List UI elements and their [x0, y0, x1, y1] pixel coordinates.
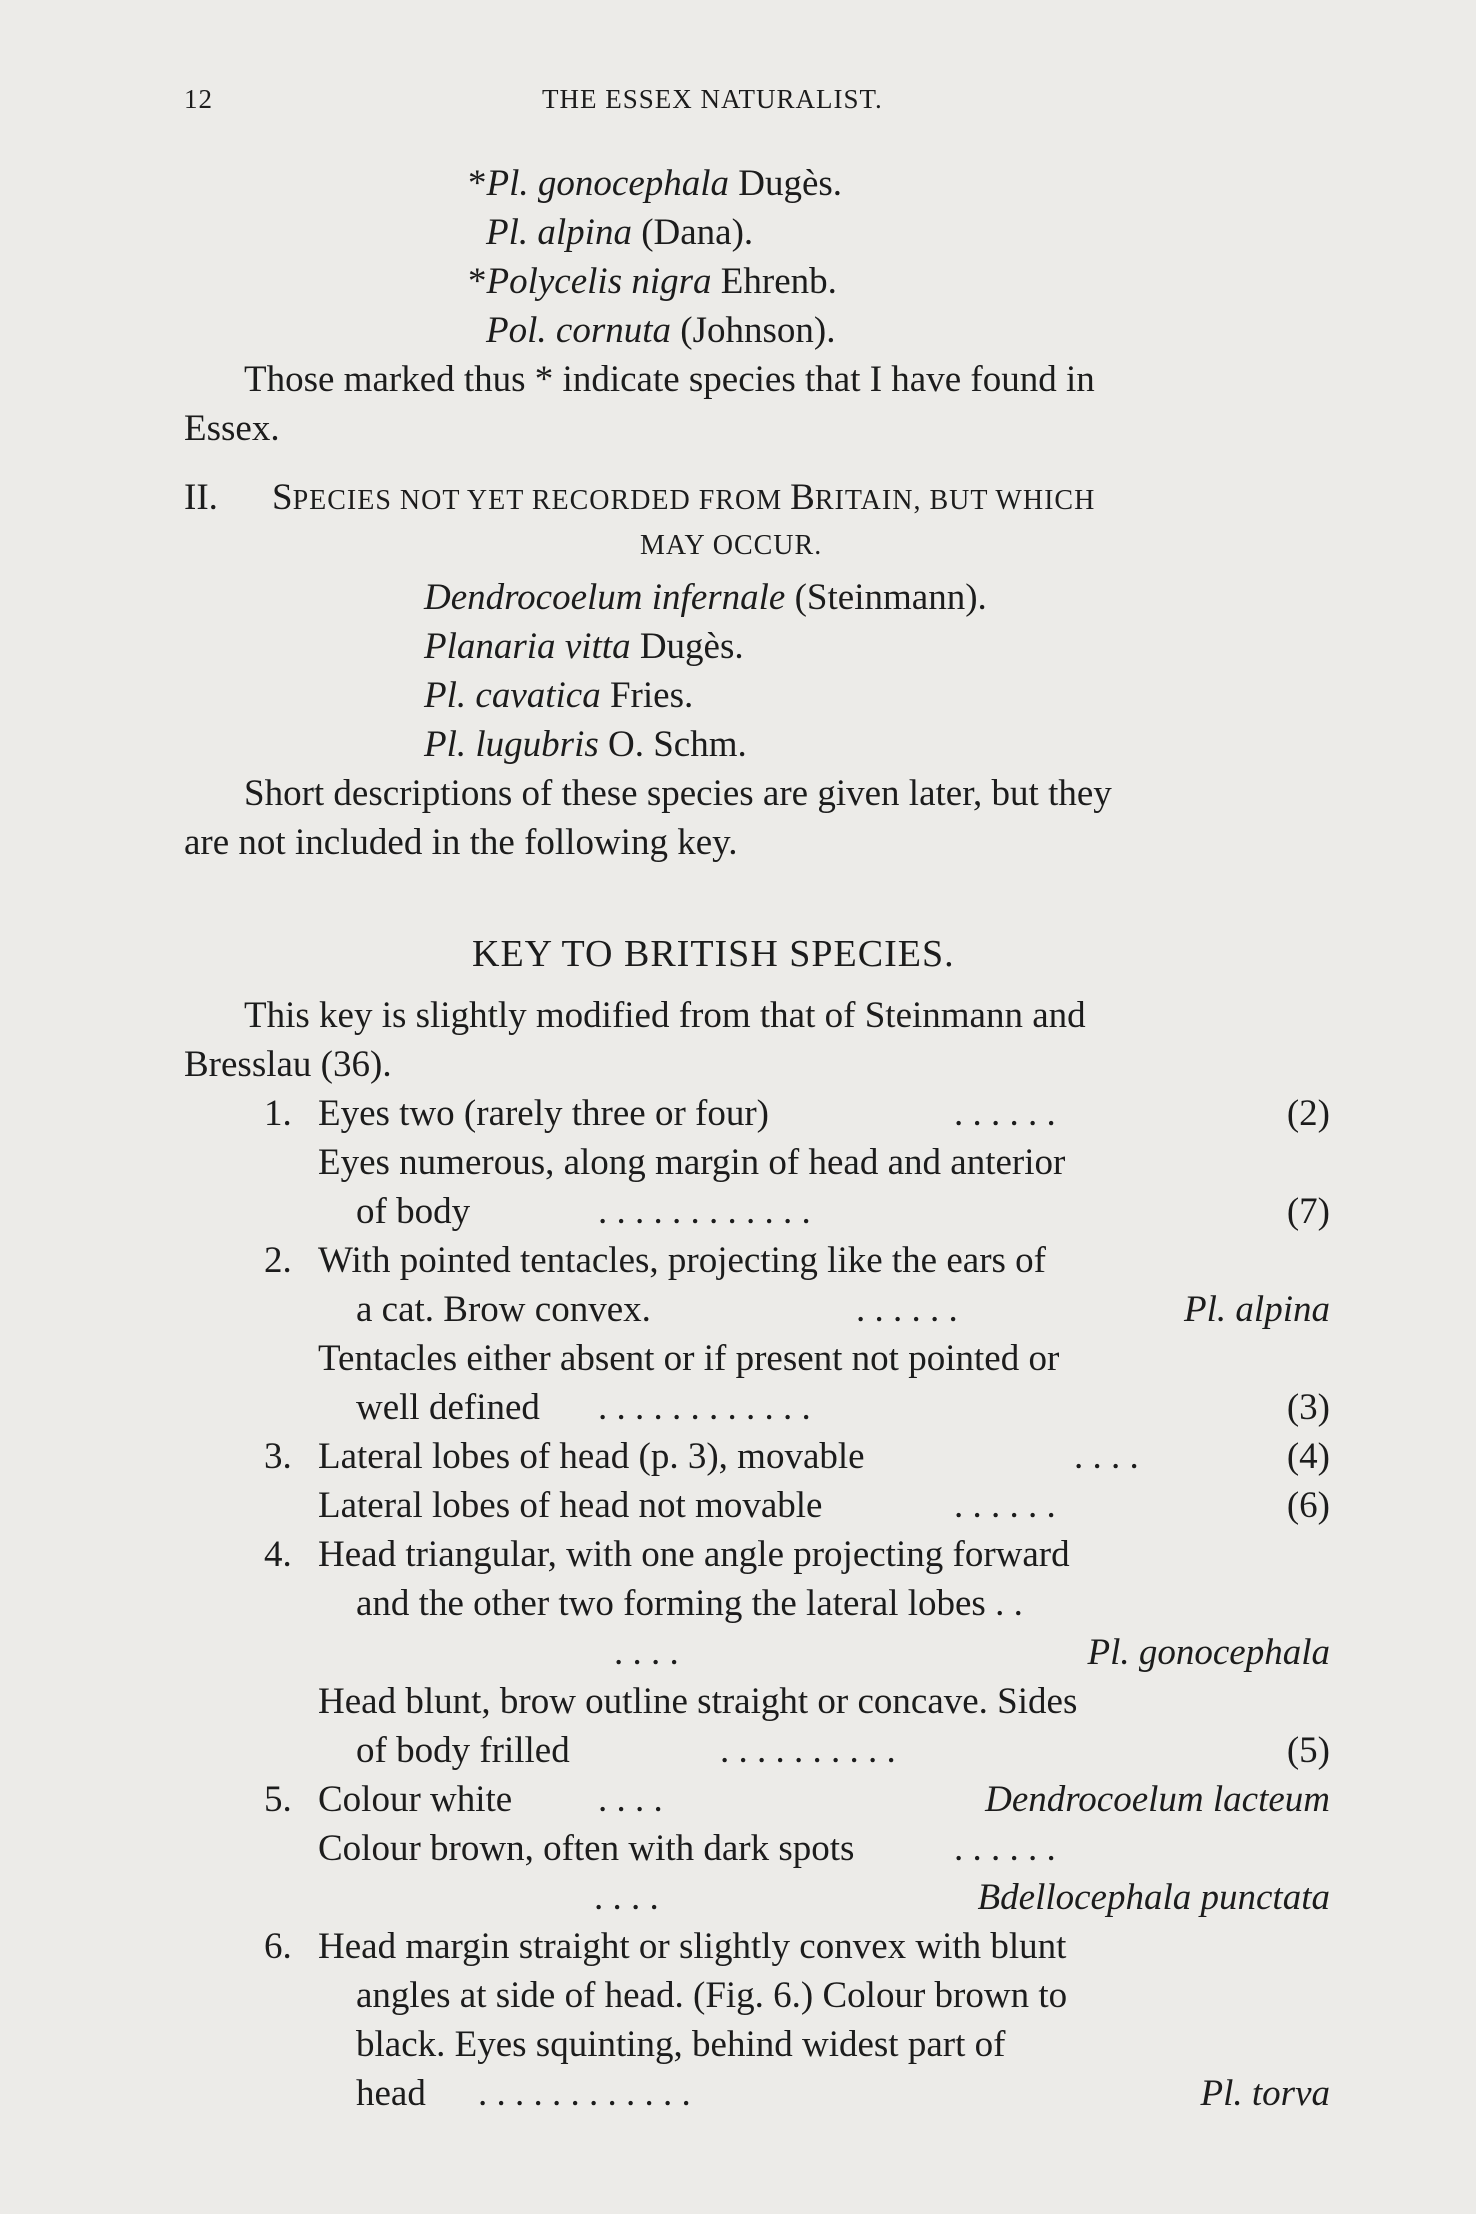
- key-lead: Lateral lobes of head not movable: [318, 1485, 823, 1526]
- leader-dots: . . . . . .: [954, 1093, 1056, 1134]
- leader-dots: . . . . . . . . . . . .: [478, 2073, 691, 2114]
- key-lead: Eyes numerous, along margin of head and anterior: [318, 1142, 1066, 1183]
- key-result-species: Pl. alpina: [1184, 1289, 1330, 1330]
- key-lead-cont: a cat. Brow convex.: [356, 1289, 651, 1330]
- note-paragraph-line: Those marked thus * indicate species that I have found in: [244, 359, 1095, 400]
- key-lead: Head margin straight or slightly convex with blunt: [318, 1926, 1067, 1967]
- key-lead-cont: of body: [356, 1191, 471, 1232]
- section-heading: SPECIES NOT YET RECORDED FROM BRITAIN, BUT WHICH: [272, 477, 1096, 518]
- species-entry: *Polycelis nigra Ehrenb.: [468, 261, 837, 302]
- species-entry: Planaria vitta Dugès.: [424, 626, 744, 667]
- key-lead-cont: of body frilled: [356, 1730, 570, 1771]
- leader-dots: . . . . . .: [954, 1828, 1056, 1869]
- key-lead: Colour brown, often with dark spots: [318, 1828, 855, 1869]
- key-lead: Lateral lobes of head (p. 3), movable: [318, 1436, 865, 1477]
- page-number: 12: [184, 84, 213, 114]
- key-intro-line: This key is slightly modified from that of Steinmann and: [244, 995, 1086, 1036]
- key-reference: (7): [1286, 1191, 1330, 1232]
- leader-dots: . . . .: [598, 1779, 663, 1820]
- note-paragraph-line: Essex.: [184, 408, 280, 449]
- leader-dots: . . . . . .: [954, 1485, 1056, 1526]
- running-title: THE ESSEX NATURALIST.: [542, 84, 883, 114]
- key-result-species: Bdellocephala punctata: [977, 1877, 1330, 1918]
- couplet-number: 2.: [264, 1240, 292, 1281]
- couplet-number: 6.: [264, 1926, 292, 1967]
- couplet-number: 4.: [264, 1534, 292, 1575]
- key-result-species: Dendrocoelum lacteum: [985, 1779, 1330, 1820]
- key-lead: Colour white: [318, 1779, 513, 1820]
- key-reference: (5): [1286, 1730, 1330, 1771]
- species-entry: Dendrocoelum infernale (Steinmann).: [424, 577, 987, 618]
- leader-dots: . . . . . . . . . . . .: [598, 1387, 811, 1428]
- key-lead-cont: and the other two forming the lateral lobes . .: [356, 1583, 1023, 1624]
- species-entry: Pl. alpina (Dana).: [486, 212, 754, 253]
- key-lead: Tentacles either absent or if present not pointed or: [318, 1338, 1060, 1379]
- key-lead-cont: well defined: [356, 1387, 540, 1428]
- key-reference: (6): [1286, 1485, 1330, 1526]
- key-title: KEY TO BRITISH SPECIES.: [472, 933, 955, 975]
- species-entry: Pl. cavatica Fries.: [424, 675, 694, 716]
- key-lead: Head blunt, brow outline straight or concave. Sides: [318, 1681, 1078, 1722]
- leader-dots: . . . . . .: [856, 1289, 958, 1330]
- species-entry: *Pl. gonocephala Dugès.: [468, 163, 843, 204]
- key-reference: (2): [1286, 1093, 1330, 1134]
- key-lead-cont: black. Eyes squinting, behind widest part of: [356, 2024, 1006, 2065]
- couplet-number: 3.: [264, 1436, 292, 1477]
- section-heading-cont: MAY OCCUR.: [640, 530, 823, 561]
- key-result-species: Pl. torva: [1200, 2073, 1330, 2114]
- leader-dots: . . . .: [594, 1877, 659, 1918]
- species-entry: Pl. lugubris O. Schm.: [424, 724, 747, 765]
- key-reference: (3): [1286, 1387, 1330, 1428]
- key-lead-cont: angles at side of head. (Fig. 6.) Colour brown to: [356, 1975, 1068, 2016]
- species-entry: Pol. cornuta (Johnson).: [486, 310, 836, 351]
- leader-dots: . . . .: [1074, 1436, 1139, 1477]
- key-intro-line: Bresslau (36).: [184, 1044, 392, 1085]
- leader-dots: . . . . . . . . . .: [720, 1730, 896, 1771]
- section-numeral: II.: [184, 477, 218, 518]
- key-reference: (4): [1286, 1436, 1330, 1477]
- note-paragraph-line: Short descriptions of these species are given later, but they: [244, 773, 1112, 814]
- key-lead: Head triangular, with one angle projecting forward: [318, 1534, 1070, 1575]
- key-lead-cont: head: [356, 2073, 426, 2114]
- key-lead: With pointed tentacles, projecting like the ears of: [318, 1240, 1046, 1281]
- key-result-species: Pl. gonocephala: [1087, 1632, 1330, 1673]
- couplet-number: 1.: [264, 1093, 292, 1134]
- leader-dots: . . . .: [614, 1632, 679, 1673]
- couplet-number: 5.: [264, 1779, 292, 1820]
- leader-dots: . . . . . . . . . . . .: [598, 1191, 811, 1232]
- note-paragraph-line: are not included in the following key.: [184, 822, 738, 863]
- key-lead: Eyes two (rarely three or four): [318, 1093, 769, 1134]
